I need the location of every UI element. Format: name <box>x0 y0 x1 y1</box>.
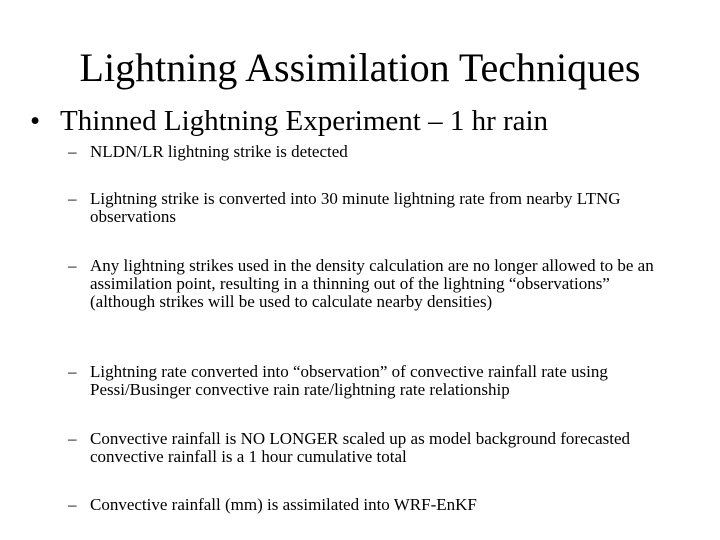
dash-marker: – <box>68 362 77 381</box>
sub-item-text: Lightning rate converted into “observation” of convective rainfall rate using Pessi/Businger convective rain rate/lightning rate relationship <box>90 362 608 399</box>
dash-marker: – <box>68 189 77 208</box>
dash-marker: – <box>68 142 77 161</box>
sub-item <box>68 430 668 466</box>
sub-item <box>68 496 668 514</box>
sub-item <box>68 363 668 399</box>
sub-item-text: Lightning strike is converted into 30 minute lightning rate from nearby LTNG observations <box>90 189 621 226</box>
slide-title: Lightning Assimilation Techniques <box>79 45 641 90</box>
dash-marker: – <box>68 429 77 448</box>
sub-item-text: NLDN/LR lightning strike is detected <box>90 142 348 161</box>
bullet-marker: • <box>30 105 41 137</box>
sub-item-text: Any lightning strikes used in the density calculation are no longer allowed to be an assimilation point, resulting in a thinning out of the lightning “observations” (although strikes will be used to calculate nearby densities) <box>90 256 654 311</box>
sub-item <box>68 257 668 311</box>
dash-marker: – <box>68 495 77 514</box>
sub-item <box>68 143 668 161</box>
main-bullet <box>30 103 548 139</box>
main-bullet-text: Thinned Lightning Experiment – 1 hr rain <box>60 105 549 137</box>
sub-item-text: Convective rainfall is NO LONGER scaled up as model background forecasted convective rainfall is a 1 hour cumulative total <box>90 429 631 466</box>
sub-item-text: Convective rainfall (mm) is assimilated into WRF-EnKF <box>90 495 477 514</box>
sub-item <box>68 190 668 226</box>
dash-marker: – <box>68 256 77 275</box>
